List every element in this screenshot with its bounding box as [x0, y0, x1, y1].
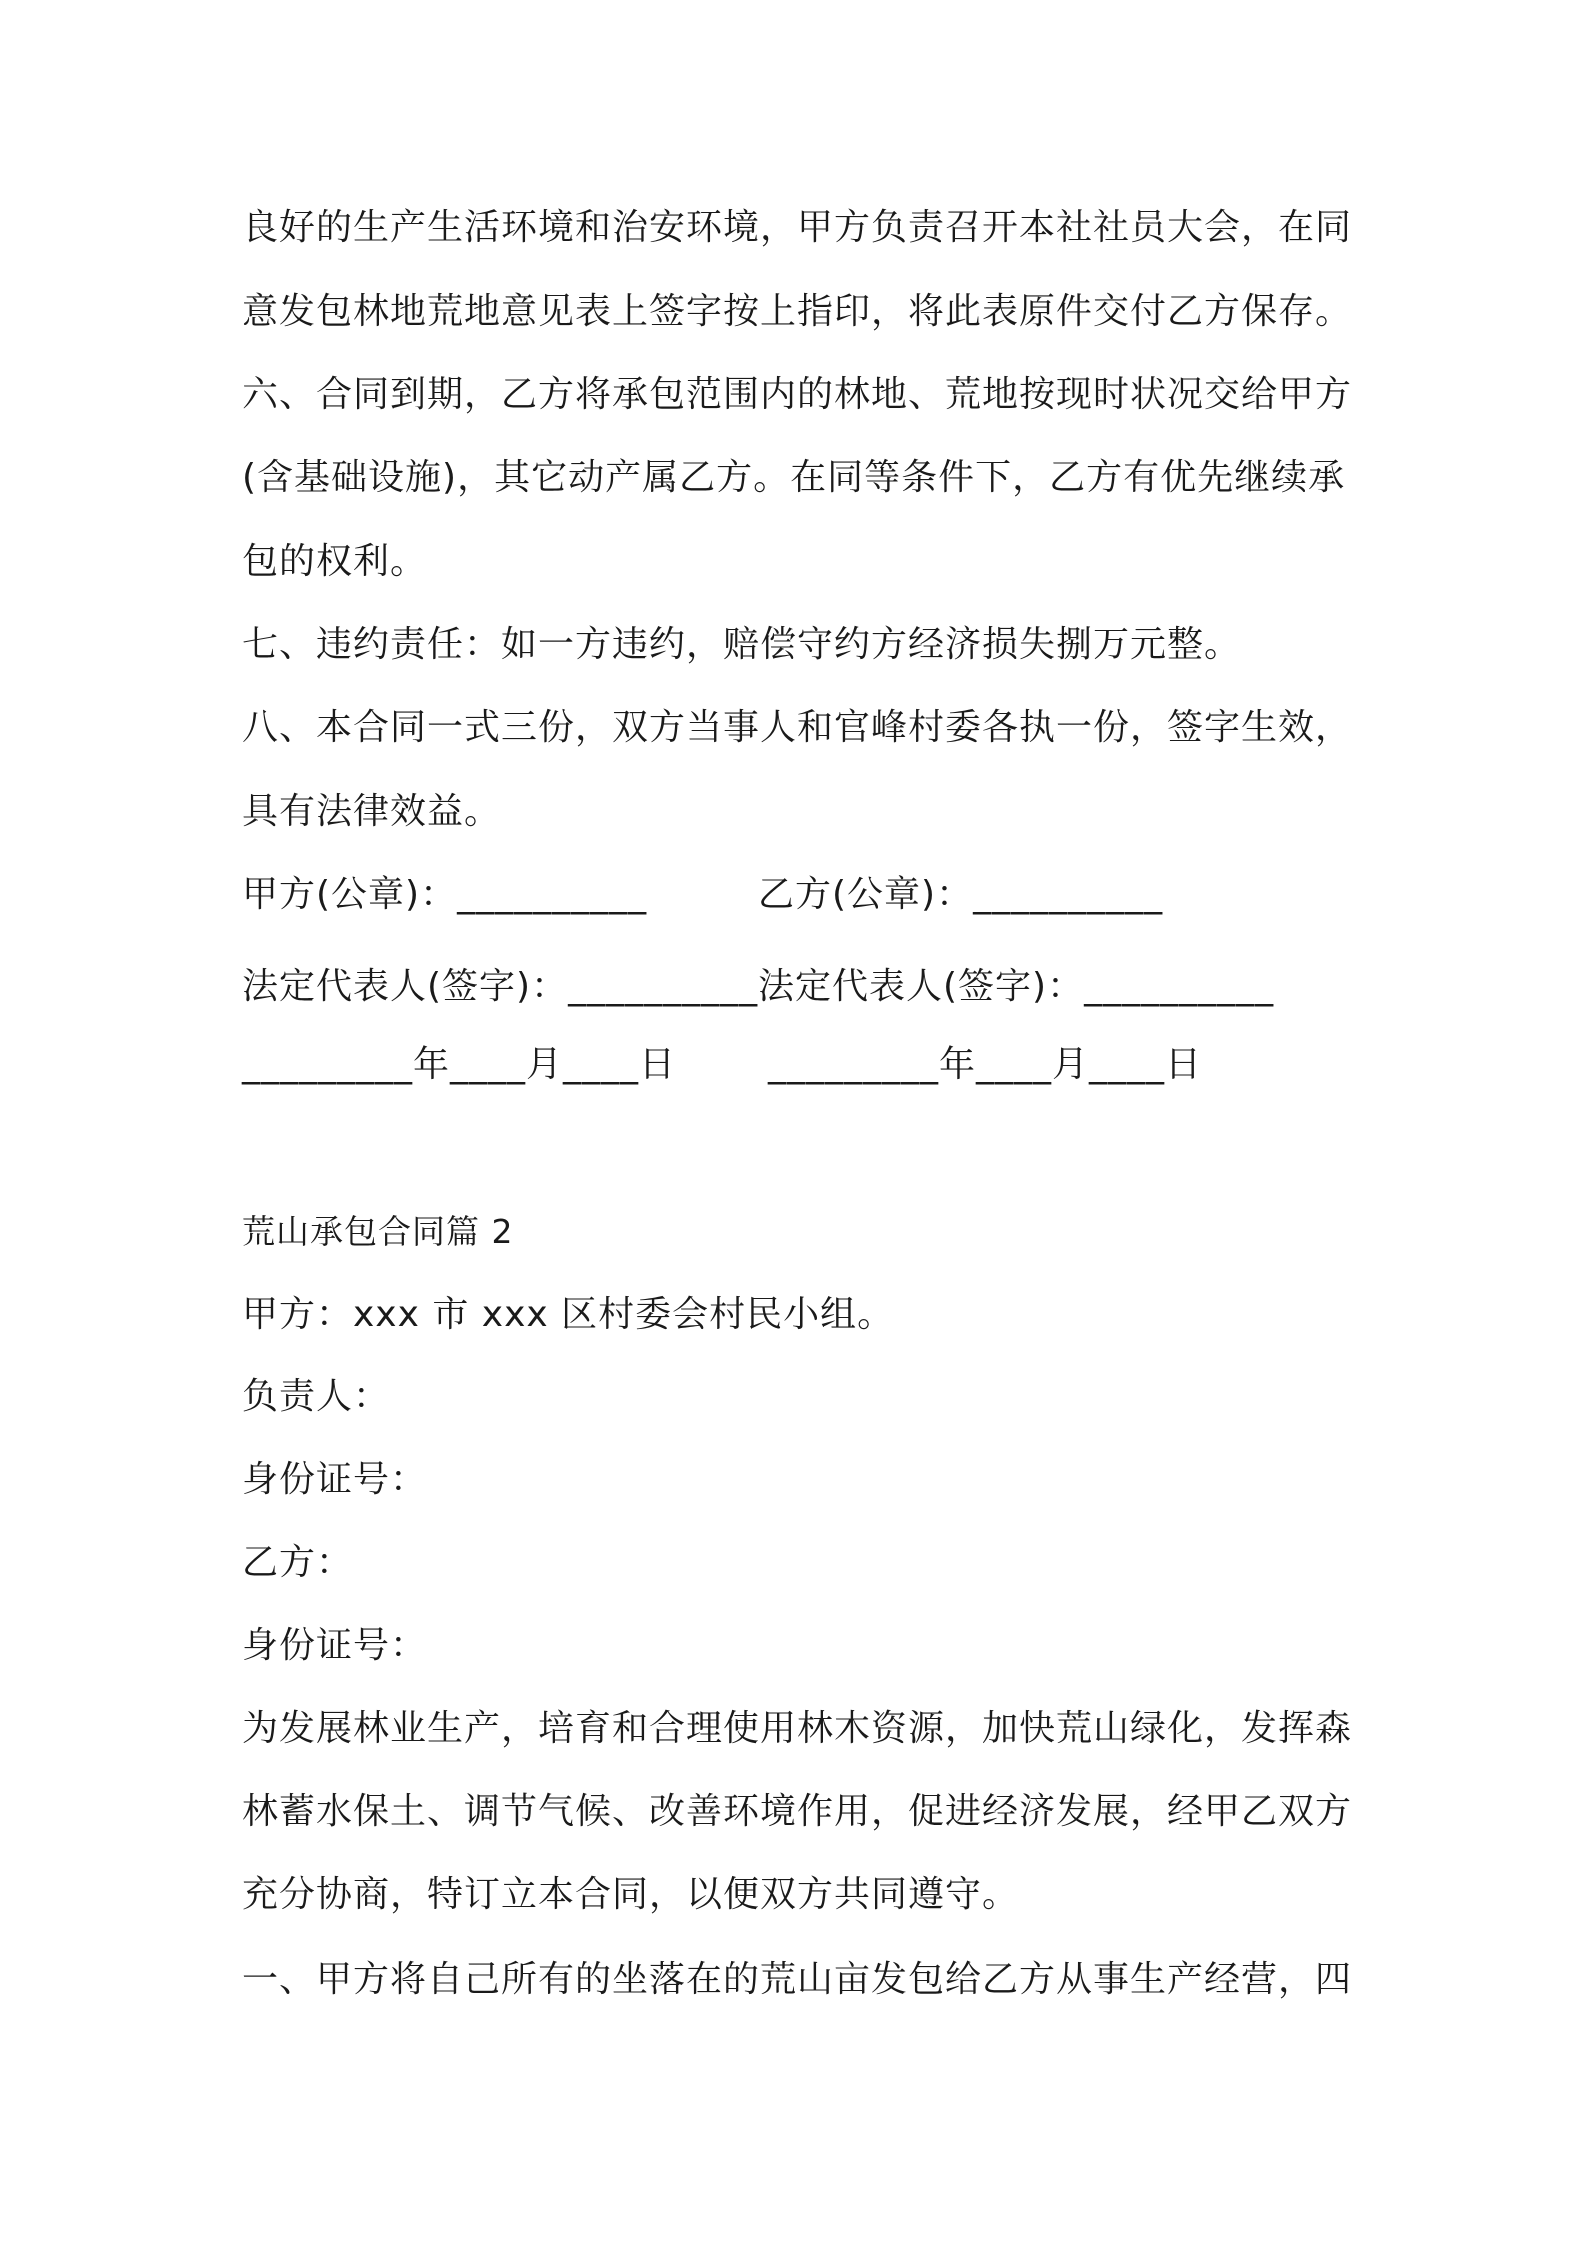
paragraph-line: 具有法律效益。: [242, 791, 502, 832]
id-number-line: 身份证号：: [242, 1459, 428, 1500]
party-b-seal-field: 乙方(公章)：__________: [758, 874, 1164, 915]
party-a-line: 甲方：xxx 市 xxx 区村委会村民小组。: [242, 1294, 895, 1335]
party-b-date-field: _________年____月____日: [768, 1044, 1202, 1085]
paragraph-line: 为发展林业生产，培育和合理使用林木资源，加快荒山绿化，发挥森: [242, 1708, 1353, 1749]
party-b-line: 乙方：: [242, 1542, 354, 1583]
section-title: 荒山承包合同篇 2: [242, 1212, 514, 1251]
party-b-representative-field: 法定代表人(签字)：__________: [758, 966, 1275, 1007]
paragraph-line: (含基础设施)，其它动产属乙方。在同等条件下，乙方有优先继续承: [242, 457, 1346, 498]
paragraph-line: 林蓄水保土、调节气候、改善环境作用，促进经济发展，经甲乙双方: [242, 1791, 1353, 1832]
responsible-person-line: 负责人：: [242, 1376, 391, 1417]
paragraph-line: 良好的生产生活环境和治安环境，甲方负责召开本社社员大会，在同: [242, 207, 1353, 248]
paragraph-line: 包的权利。: [242, 541, 428, 582]
party-a-representative-field: 法定代表人(签字)：__________: [242, 966, 759, 1007]
clause-one-line: 一、甲方将自己所有的坐落在的荒山亩发包给乙方从事生产经营，四: [242, 1959, 1353, 2000]
party-a-date-field: _________年____月____日: [242, 1044, 676, 1085]
id-number-line: 身份证号：: [242, 1625, 428, 1666]
paragraph-line: 充分协商，特订立本合同，以便双方共同遵守。: [242, 1874, 1020, 1915]
party-a-seal-field: 甲方(公章)：__________: [242, 874, 648, 915]
paragraph-line: 意发包林地荒地意见表上签字按上指印，将此表原件交付乙方保存。: [242, 291, 1353, 332]
clause-seven-line: 七、违约责任：如一方违约，赔偿守约方经济损失捌万元整。: [242, 624, 1242, 665]
clause-six-line: 六、合同到期，乙方将承包范围内的林地、荒地按现时状况交给甲方: [242, 374, 1353, 415]
clause-eight-line: 八、本合同一式三份，双方当事人和官峰村委各执一份，签字生效，: [242, 707, 1353, 748]
